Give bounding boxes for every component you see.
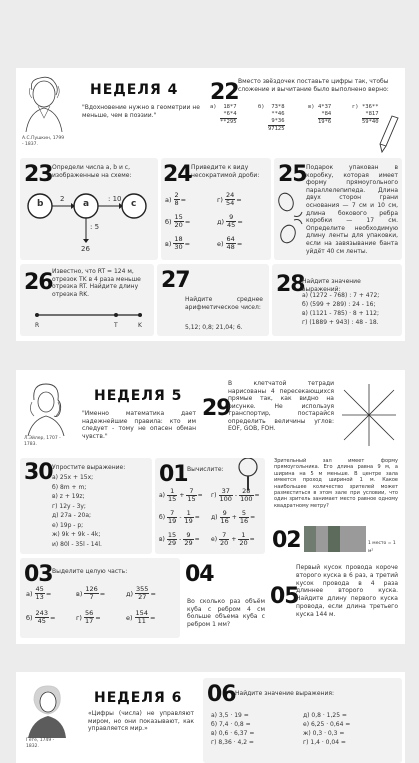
numerator: 1: [238, 532, 248, 540]
equals-sign: =: [49, 613, 56, 622]
fraction: [239, 510, 249, 525]
line: 73*8: [271, 104, 285, 110]
numerator: 37: [219, 488, 233, 496]
item-label: г): [217, 195, 223, 204]
fraction-item: [165, 236, 190, 251]
fraction-item: [76, 586, 105, 601]
fraction-sum-item: [159, 488, 203, 503]
task-29: [202, 376, 402, 454]
line: 18*7: [223, 104, 237, 110]
fraction: [167, 510, 177, 525]
item-label: д): [126, 589, 134, 598]
denominator: 48: [226, 243, 235, 251]
fraction-item: [126, 586, 156, 601]
denominator: 15: [187, 495, 196, 503]
task-28: [272, 264, 402, 336]
denominator: 29: [184, 539, 193, 547]
expr-2: б) (599 + 289) : 24 - 16;: [302, 301, 376, 308]
fraction-item: [26, 586, 51, 601]
point-t: T: [114, 322, 118, 329]
fraction-sum-item: [159, 532, 200, 547]
expression: д) 27a - 20a;: [52, 512, 92, 519]
week-title: НЕДЕЛЯ 5: [94, 388, 183, 404]
fraction: [219, 532, 229, 547]
line: 19*6: [318, 119, 332, 125]
numerator: 45: [35, 585, 44, 593]
week5-header: [20, 376, 200, 454]
denominator: 17: [84, 617, 94, 625]
task-number: 25: [278, 162, 307, 187]
operator: -: [234, 492, 238, 499]
task-01: [155, 458, 265, 554]
denominator: 15: [168, 495, 177, 503]
segment-diagram: [34, 310, 144, 320]
task-number: 23: [24, 162, 53, 187]
task-number: 22: [210, 80, 239, 105]
fraction-item: [76, 610, 101, 625]
task-25: [274, 158, 402, 260]
item-label: б): [165, 217, 172, 226]
gift-bow-icon: [276, 190, 304, 250]
denominator: 19: [168, 517, 177, 525]
task-text: Выделите целую часть:: [52, 568, 128, 575]
denominator: 20: [239, 539, 248, 547]
example-g: г) *36** *817 59*40: [352, 104, 379, 125]
expr-g2: г) 1,4 · 0,04 =: [303, 739, 346, 746]
fraction: [174, 214, 184, 229]
portrait-caption: А.С.Пушкин, 1799 - 1837.: [22, 136, 65, 147]
numerator: 56: [84, 609, 94, 617]
line: 97125: [268, 126, 285, 132]
equals-sign: =: [180, 195, 187, 204]
denominator: 100: [240, 495, 253, 503]
item-label: д): [211, 514, 218, 521]
denominator: 13: [35, 593, 44, 601]
task-text: Первый кусок провода короче второго куска в 6 раз, а третий кусок провода в 4 раза длиннее второго куска. Найдите длину первого куска провода, если длина третьего куска 144 м.: [296, 564, 398, 618]
item-label: а): [26, 589, 33, 598]
task-number: 24: [163, 162, 192, 187]
fraction-sum-item: [211, 532, 255, 547]
task-03: [20, 558, 180, 638]
fraction: [84, 610, 94, 625]
goethe-portrait-icon: [26, 682, 68, 738]
line: *6*4: [220, 111, 237, 119]
task-text: Приведите к виду несократимой дроби:: [191, 164, 260, 179]
equals-sign: =: [194, 514, 200, 521]
week4-page: [16, 68, 405, 341]
numerator: 9: [220, 510, 230, 518]
numerator: 7: [219, 532, 229, 540]
task-number: 29: [202, 396, 231, 421]
example-a: а) 18*7 *6*4 **295: [210, 104, 237, 125]
week6-page: [16, 672, 405, 763]
point-k: K: [138, 322, 142, 329]
numerator: 28: [239, 488, 253, 496]
fraction: [35, 586, 45, 601]
fraction-sum-item: [211, 488, 260, 503]
numerator: 154: [135, 609, 148, 617]
numerator: 2: [174, 191, 179, 199]
item-label: б): [159, 514, 166, 521]
example-v: в) 4*37 *84 19*6: [308, 104, 332, 125]
equals-sign: =: [184, 217, 191, 226]
task-27: [157, 264, 269, 336]
fraction: [226, 214, 236, 229]
legend: 1 место = 1 м²: [368, 541, 396, 554]
expr-g: г) 8,36 · 4,2 =: [211, 739, 254, 746]
numerator: 15: [167, 531, 177, 539]
expr-a: а) 3,5 · 19 =: [211, 712, 249, 719]
task-text: Во сколько раз объём куба с ребром 4 см больше объема куба с ребром 1 мм?: [187, 598, 265, 628]
fraction: [135, 610, 149, 625]
line: 59*40: [362, 119, 379, 125]
equals-sign: =: [236, 239, 243, 248]
denominator: 20: [220, 539, 229, 547]
denominator: 45: [37, 617, 46, 625]
denominator: 19: [184, 517, 193, 525]
expr-e: е) 6,25 · 0,64 =: [303, 721, 351, 728]
line: *817: [362, 111, 379, 119]
task-06: [203, 678, 402, 763]
task-text: Вычислите:: [187, 466, 224, 473]
fraction-item: [165, 214, 190, 229]
item-label: в): [76, 589, 83, 598]
denominator: 16: [239, 517, 249, 525]
denominator: 7: [89, 593, 94, 601]
task-number: 26: [24, 270, 53, 295]
task-text: Известно, что RT = 124 м, отрезок TK в 4 раза меньше отрезка RT. Найдите длину отрезка RK.: [52, 268, 141, 298]
task-text: Упростите выражение:: [52, 464, 126, 471]
numerator: 9: [183, 532, 193, 540]
task-text: Подарок упакован в коробку, которая имеет форму прямоугольного параллелепипеда. Длина двух сторон грани основания — 7 см и 10 см, длина бокового ребра коробки — 17 см. Определите необходимую длину ленты для упаковки, если на завязывание банта уйдёт 40 см ленты.: [306, 164, 398, 255]
fraction-item: [217, 236, 242, 251]
task-number: 04: [185, 562, 214, 587]
task-text: Найдите значение выражений:: [302, 278, 361, 293]
node-a: a: [83, 199, 90, 209]
task-23: [20, 158, 158, 260]
task-text: Найдите среднее арифметическое чисел:: [185, 296, 263, 311]
task-22: [206, 74, 401, 154]
item-label: е): [217, 239, 224, 248]
item-label: д): [217, 217, 225, 226]
pushkin-portrait-icon: [22, 76, 66, 134]
point-r: R: [35, 322, 40, 329]
item-label: а): [165, 195, 172, 204]
numerator: 1: [167, 488, 177, 496]
fraction: [167, 532, 177, 547]
operator: -: [179, 536, 182, 543]
task-text: В клетчатой тетради нарисованы 4 пересекающихся прямые так, как видно на рисунке. Не используя транспортир, постарайся определить величины углов: EOF, GOB, FOH.: [228, 380, 334, 432]
numerator: 64: [226, 235, 235, 243]
numerator: 1: [184, 510, 194, 518]
item-label: е): [211, 536, 218, 543]
line: *84: [318, 111, 331, 119]
hall-seats: [304, 526, 316, 552]
example-b: б) 73*8 **46 9*36 97125: [258, 104, 285, 132]
fraction: [225, 192, 235, 207]
fraction: [135, 586, 149, 601]
arrow-label-2: : 10: [108, 195, 122, 203]
task-text: Зрительный зал имеет форму прямоугольника. Его длина равна 9 м, а ширина на 5 м меньше. В центре зала имеется проход шириной 1 м. Какое наибольшее количество зрителей может разместиться в этом зале при условии, что один зритель занимает место равное одному квадратному метру?: [274, 458, 398, 509]
expr-3: в) (1121 - 785) · 8 + 112;: [302, 310, 380, 317]
fraction: [186, 488, 196, 503]
task-24: [161, 158, 271, 260]
week-title: НЕДЕЛЯ 6: [94, 690, 183, 706]
equals-sign: =: [197, 492, 203, 499]
intersecting-lines-diagram: [338, 382, 400, 448]
fraction: [238, 532, 248, 547]
denominator: 27: [138, 593, 147, 601]
task-number: 05: [270, 584, 299, 609]
expr-v: в) 0,6 · 6,37 =: [211, 730, 255, 737]
task-26: [20, 264, 154, 336]
expr-b: б) 7,4 · 0,8 =: [211, 721, 251, 728]
fraction-item: [217, 214, 243, 229]
expr-zh: ж) 0,3 · 0,3 =: [303, 730, 345, 737]
portrait-caption: Гёте, 1749 - 1832.: [26, 738, 55, 749]
item-label: г): [211, 492, 217, 499]
expression: в) z + 19z;: [52, 493, 85, 500]
task-number: 27: [161, 268, 190, 293]
equals-sign: =: [249, 536, 255, 543]
denominator: 11: [137, 617, 146, 625]
expr-d: д) 0,8 · 1,25 =: [303, 712, 347, 719]
task-text: Вместо звёздочек поставьте цифры так, чтобы сложение и вычитание было выполнено верно:: [238, 78, 389, 93]
line: *36**: [362, 104, 379, 110]
task-number: 03: [24, 562, 53, 587]
arrow-label-1: 2: [60, 195, 65, 203]
task-30: [20, 458, 152, 554]
denominator: 30: [174, 243, 183, 251]
task-text: Определи числа a, b и c, изображенные на схеме:: [52, 164, 132, 179]
fraction: [219, 488, 233, 503]
numerator: 7: [167, 510, 177, 518]
node-b: b: [37, 199, 44, 209]
item-label: а): [159, 492, 166, 499]
numerator: 7: [186, 488, 196, 496]
item-label: б): [26, 613, 33, 622]
euler-portrait-icon: [26, 380, 66, 436]
fraction-sum-item: [159, 510, 200, 525]
fraction: [84, 586, 98, 601]
expression: и) 80l - 35l - 14l.: [52, 540, 102, 548]
pencil-icon: [378, 114, 400, 154]
expr-1: а) (1272 - 768) : 7 + 472;: [302, 292, 380, 299]
numerator: 24: [225, 191, 235, 199]
numerator: 5: [239, 510, 249, 518]
line: 4*37: [318, 104, 332, 110]
hall-aisle: [328, 526, 340, 552]
equals-sign: =: [254, 492, 260, 499]
fraction-sum-item: [211, 510, 255, 525]
week6-header: [20, 678, 200, 763]
expression: б) 8m + m;: [52, 483, 87, 491]
expression: ж) 9k + 9k - 4k;: [52, 531, 101, 538]
fraction: [226, 236, 236, 251]
quote: "Вдохновение нужно в геометрии не меньше, чем в поэзии.": [82, 104, 200, 119]
equals-sign: =: [236, 195, 242, 204]
item-label: г): [76, 613, 82, 622]
task-number: 01: [159, 462, 188, 487]
fraction: [239, 488, 253, 503]
fraction-item: [126, 610, 155, 625]
equals-sign: =: [95, 613, 101, 622]
line: **295: [220, 119, 237, 125]
line: 9*36: [268, 118, 285, 126]
equals-sign: =: [237, 217, 243, 226]
equals-sign: =: [149, 613, 156, 622]
equals-sign: =: [250, 514, 256, 521]
equals-sign: =: [150, 589, 156, 598]
numerator: 18: [174, 235, 183, 243]
denominator: 45: [227, 221, 236, 229]
denominator: 100: [219, 495, 232, 503]
week-title: НЕДЕЛЯ 4: [90, 82, 179, 98]
line: **46: [271, 111, 285, 117]
task-number: 02: [272, 528, 301, 553]
denominator: 16: [220, 517, 229, 525]
numerator: 9: [226, 214, 236, 222]
expression: е) 19p - p;: [52, 521, 84, 529]
task-text: Найдите значение выражения:: [235, 690, 334, 697]
expression: г) 12y - 3y;: [52, 502, 86, 510]
equals-sign: =: [45, 589, 52, 598]
fraction-item: [26, 610, 55, 625]
fraction-item: [217, 192, 242, 207]
operator: +: [179, 492, 185, 499]
denominator: 54: [225, 199, 235, 207]
quote: «Цифры (числа) не управляют миром, но они показывают, как управляется мир.»: [88, 710, 194, 732]
equals-sign: =: [99, 589, 106, 598]
fraction: [183, 532, 193, 547]
task-02: [268, 458, 402, 554]
fraction: [174, 192, 180, 207]
denominator: 8: [174, 199, 179, 207]
fraction: [35, 610, 49, 625]
denominator: 20: [174, 221, 183, 229]
down-label: : 5: [90, 223, 100, 231]
numerator: 355: [136, 585, 149, 593]
fraction-item: [165, 192, 186, 207]
numerator: 126: [85, 585, 98, 593]
task-04: [183, 558, 267, 638]
operator: +: [231, 536, 237, 543]
numerator: 15: [174, 213, 183, 221]
equals-sign: =: [184, 239, 191, 248]
item-label: в): [159, 536, 165, 543]
equals-sign: =: [194, 536, 200, 543]
operator: -: [179, 514, 182, 521]
quote: "Именно математика дает надежнейшие правила: кто им следует - тому не опасен обман чувств.": [82, 410, 196, 440]
numerator: 243: [35, 609, 48, 617]
task-number: 06: [207, 682, 236, 707]
node-c: c: [131, 199, 137, 209]
item-label: е): [126, 613, 133, 622]
fraction: [220, 510, 230, 525]
item-label: в): [165, 239, 172, 248]
denominator: 29: [167, 539, 177, 547]
fraction: [167, 488, 177, 503]
hall-diagram: [304, 526, 366, 552]
fraction: [173, 236, 183, 251]
values: 5,12; 0,8; 21,04; 6.: [185, 324, 243, 331]
task-05: [270, 558, 402, 638]
task-number: 30: [24, 460, 53, 485]
operator: +: [231, 514, 237, 521]
expression: а) 25x + 15x;: [52, 474, 94, 481]
task-number: 28: [276, 272, 305, 297]
week5-page: [16, 370, 405, 644]
fraction: [184, 510, 194, 525]
expr-4: г) (1889 + 943) : 48 - 18.: [302, 319, 379, 326]
week4-header: [20, 74, 203, 154]
portrait-caption: Л.Эйлер, 1707 - 1783.: [24, 436, 61, 447]
result: 26: [81, 245, 90, 253]
